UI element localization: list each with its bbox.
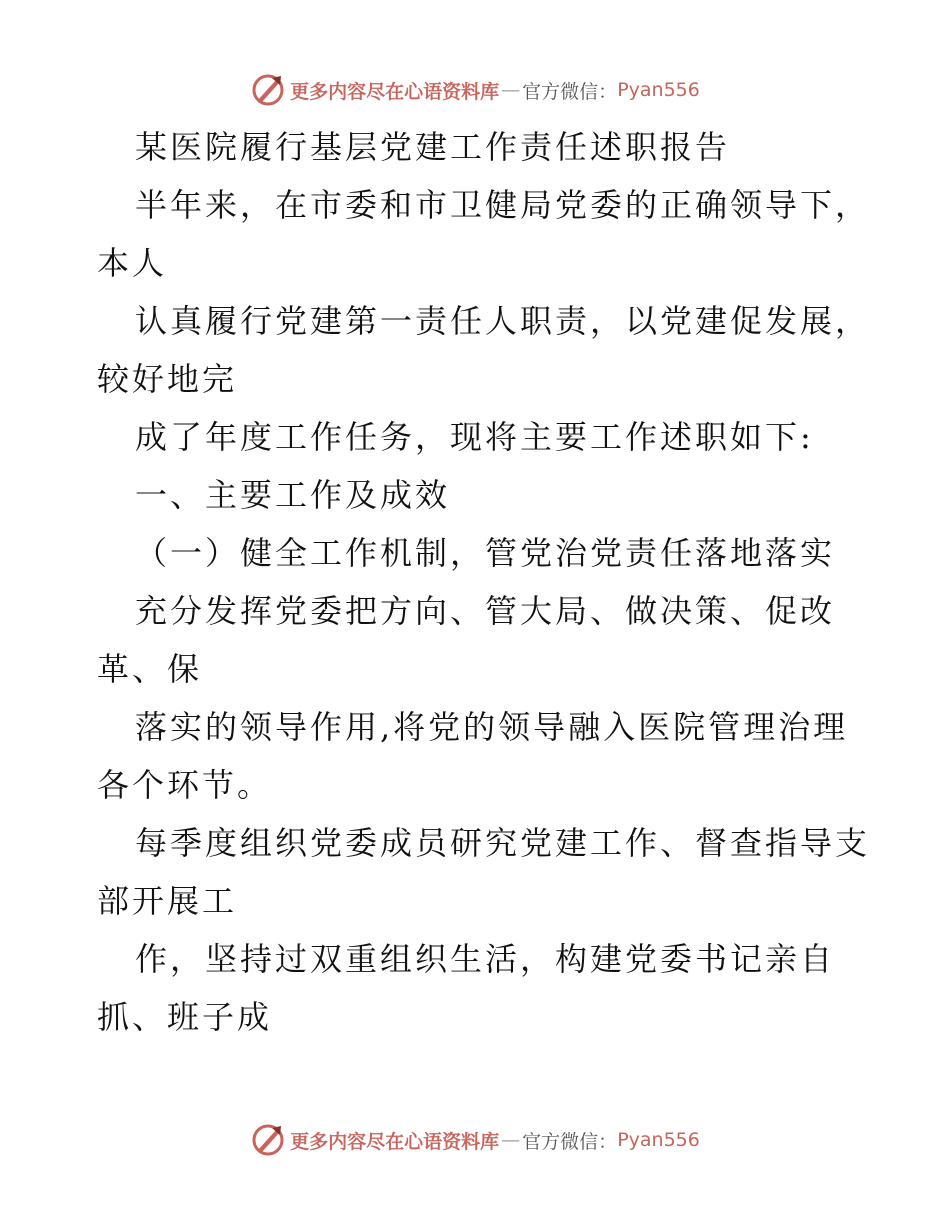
document-line: 革、保 [97,650,203,688]
document-line: （一）健全工作机制，管党治党责任落地落实 [135,534,836,572]
watermark-wechat-label: 官方微信： [522,1130,618,1153]
watermark-dash: — [501,79,521,101]
document-line: 认真履行党建第一责任人职责，以党建促发展， [135,302,871,340]
document-line: 一、主要工作及成效 [135,476,451,514]
document-line: 落实的领导作用,将党的领导融入医院管理治理 [135,708,849,746]
watermark-main-text: 更多内容尽在心语资料库 [290,1130,500,1153]
document-line: 作，坚持过双重组织生活，构建党委书记亲自 [135,940,836,978]
document-line: 本人 [97,244,168,282]
document-line: 每季度组织党委成员研究党建工作、督查指导支 [135,824,871,862]
watermark-banner-top [0,70,950,110]
document-line: 抓、班子成 [97,998,273,1036]
document-line: 部开展工 [97,882,238,920]
document-line: 成了年度工作任务，现将主要工作述职如下: [135,418,814,456]
watermark-main-text: 更多内容尽在心语资料库 [290,80,500,103]
watermark-banner-bottom [0,1120,950,1160]
document-line: 半年来，在市委和市卫健局党委的正确领导下， [135,186,871,224]
quill-logo-icon [250,72,286,108]
watermark-wechat-label: 官方微信： [522,80,618,103]
watermark-wechat-id: Pyan556 [617,1129,700,1151]
document-line: 各个环节。 [97,766,273,804]
watermark-dash: — [501,1129,521,1151]
watermark-wechat-id: Pyan556 [617,79,700,101]
document-body [97,118,877,1046]
document-line: 某医院履行基层党建工作责任述职报告 [135,128,731,166]
document-line: 充分发挥党委把方向、管大局、做决策、促改 [135,592,836,630]
quill-logo-icon [250,1122,286,1158]
document-line: 较好地完 [97,360,238,398]
